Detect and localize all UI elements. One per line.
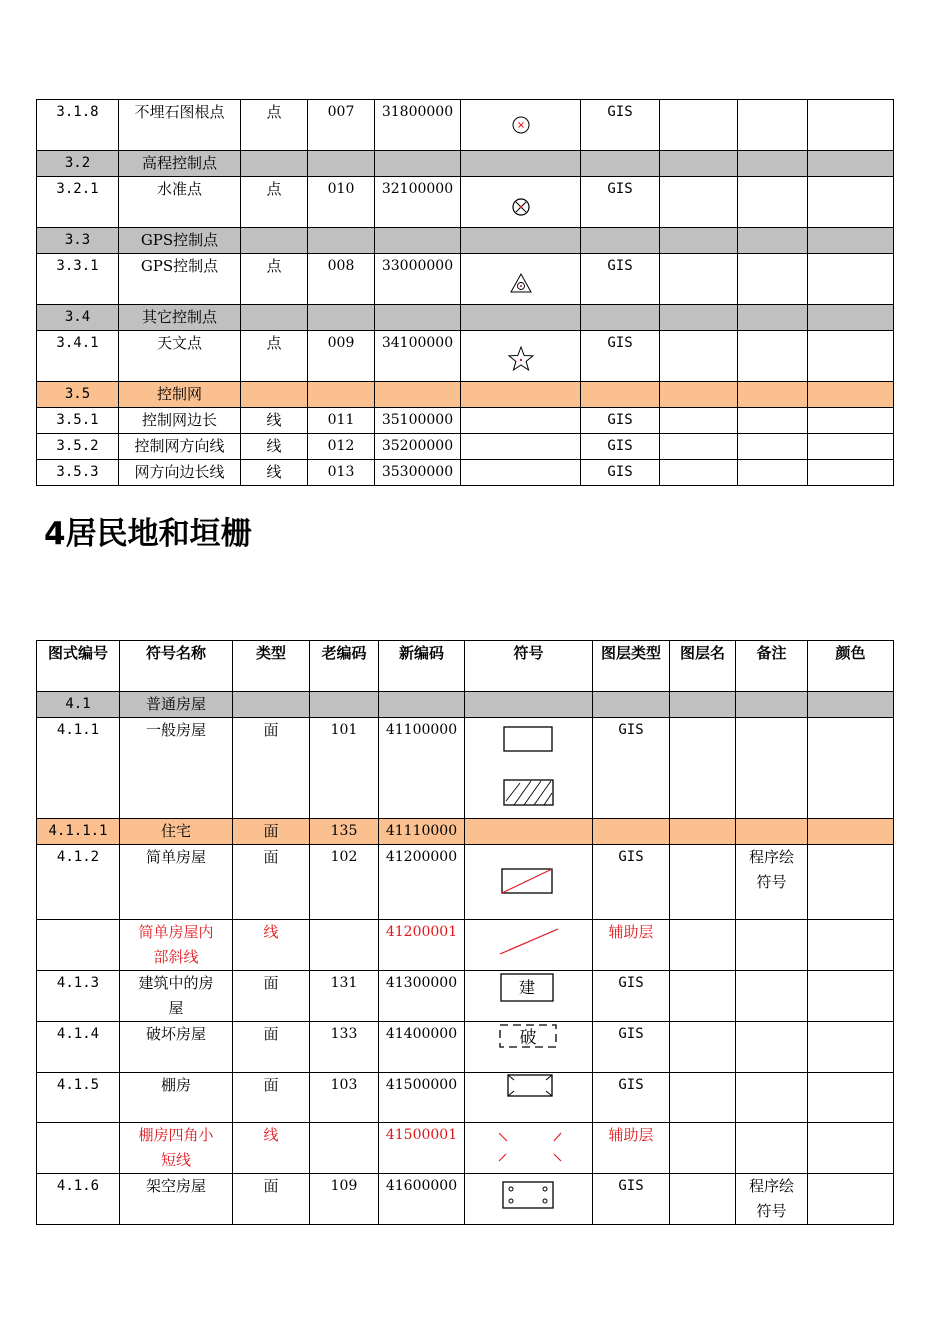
layer-type-cell: GIS <box>593 1174 670 1225</box>
old-code-cell: 109 <box>310 1174 379 1225</box>
header-color: 颜色 <box>808 641 894 692</box>
red-corner-ticks-icon <box>491 1127 571 1169</box>
table-row <box>37 434 894 460</box>
name-cell: 棚房 <box>120 1073 233 1123</box>
new-code-cell: 41500000 <box>379 1073 465 1123</box>
layer-type-cell: GIS <box>581 460 660 486</box>
old-code-cell: 135 <box>310 819 379 845</box>
code-cell: 3.4 <box>37 305 119 331</box>
table-row <box>37 1174 894 1225</box>
type-cell: 面 <box>233 845 310 920</box>
name-cell: 架空房屋 <box>120 1174 233 1225</box>
name-cell: 简单房屋内部斜线 <box>120 920 233 971</box>
type-cell: 线 <box>241 460 308 486</box>
table-row <box>37 920 894 971</box>
table-row <box>37 151 894 177</box>
old-code-cell: 133 <box>310 1022 379 1073</box>
type-cell: 点 <box>241 100 308 151</box>
name-cell: GPS控制点 <box>119 228 241 254</box>
symbol-cell <box>465 718 593 819</box>
name-cell: 住宅 <box>120 819 233 845</box>
residential-table <box>36 640 894 1225</box>
code-cell: 3.1.8 <box>37 100 119 151</box>
old-code-cell: 103 <box>310 1073 379 1123</box>
name-cell: 棚房四角小短线 <box>120 1123 233 1174</box>
table-row <box>37 100 894 151</box>
code-cell: 3.5.3 <box>37 460 119 486</box>
table-row <box>37 1073 894 1123</box>
table-row <box>37 408 894 434</box>
new-code-cell: 41200000 <box>379 845 465 920</box>
symbol-cell <box>465 1022 593 1073</box>
code-cell: 4.1.1 <box>37 718 120 819</box>
code-cell: 4.1 <box>37 692 120 718</box>
old-code-cell: 101 <box>310 718 379 819</box>
symbol-cell <box>465 1174 593 1225</box>
layer-type-cell: GIS <box>593 1073 670 1123</box>
type-cell: 线 <box>241 408 308 434</box>
note-cell <box>738 100 808 151</box>
old-code-cell: 008 <box>308 254 375 305</box>
code-cell: 3.2.1 <box>37 177 119 228</box>
symbol-cell <box>461 331 581 382</box>
control-point-table <box>36 99 894 486</box>
triangle-icon <box>508 271 534 295</box>
new-code-cell: 41200001 <box>379 920 465 971</box>
layer-type-cell: GIS <box>581 434 660 460</box>
code-cell: 4.1.2 <box>37 845 120 920</box>
name-cell: 水准点 <box>119 177 241 228</box>
name-cell: 破坏房屋 <box>120 1022 233 1073</box>
code-cell: 3.5.2 <box>37 434 119 460</box>
table-row <box>37 971 894 1022</box>
new-code-cell: 41100000 <box>379 718 465 819</box>
layer-type-cell: GIS <box>593 971 670 1022</box>
name-cell: 控制网 <box>119 382 241 408</box>
symbol-cell <box>465 1073 593 1123</box>
rect-and-hatched-rect-icon <box>503 726 559 810</box>
header-note: 备注 <box>736 641 808 692</box>
name-cell: 网方向边长线 <box>119 460 241 486</box>
layer-type-cell: GIS <box>581 331 660 382</box>
new-code-cell: 35100000 <box>375 408 461 434</box>
new-code-cell: 41400000 <box>379 1022 465 1073</box>
symbol-cell <box>461 100 581 151</box>
color-cell <box>808 100 894 151</box>
table-row <box>37 845 894 920</box>
table-row <box>37 1022 894 1073</box>
table-row <box>37 1123 894 1174</box>
new-code-cell: 41110000 <box>379 819 465 845</box>
code-cell: 4.1.3 <box>37 971 120 1022</box>
new-code-cell: 35200000 <box>375 434 461 460</box>
table-row <box>37 254 894 305</box>
header-type: 类型 <box>233 641 310 692</box>
symbol-cell <box>465 1123 593 1174</box>
symbol-cell <box>465 920 593 971</box>
name-cell: 普通房屋 <box>120 692 233 718</box>
type-cell: 面 <box>233 1022 310 1073</box>
old-code-cell: 012 <box>308 434 375 460</box>
type-cell: 面 <box>233 718 310 819</box>
type-cell: 面 <box>233 1174 310 1225</box>
type-cell: 点 <box>241 331 308 382</box>
table-row <box>37 177 894 228</box>
red-diagonal-line-icon <box>498 926 560 956</box>
new-code-cell: 41600000 <box>379 1174 465 1225</box>
symbol-cell <box>465 971 593 1022</box>
layer-type-cell: GIS <box>581 408 660 434</box>
header-symbol: 符号 <box>465 641 593 692</box>
layer-name-cell <box>660 100 738 151</box>
code-cell: 4.1.4 <box>37 1022 120 1073</box>
rect-four-dots-icon <box>501 1180 557 1214</box>
old-code-cell: 011 <box>308 408 375 434</box>
name-cell: 控制网边长 <box>119 408 241 434</box>
code-cell: 3.5 <box>37 382 119 408</box>
symbol-cell <box>461 254 581 305</box>
table-row <box>37 460 894 486</box>
type-cell: 面 <box>233 1073 310 1123</box>
new-code-cell: 35300000 <box>375 460 461 486</box>
star-icon <box>506 345 536 373</box>
header-old-code: 老编码 <box>310 641 379 692</box>
table-row <box>37 692 894 718</box>
rect-corner-ticks-icon <box>506 1073 556 1101</box>
old-code-cell: 009 <box>308 331 375 382</box>
type-cell: 线 <box>233 920 310 971</box>
table-row <box>37 382 894 408</box>
note-cell: 程序绘符号 <box>736 1174 808 1225</box>
name-cell: 高程控制点 <box>119 151 241 177</box>
old-code-cell: 131 <box>310 971 379 1022</box>
old-code-cell: 013 <box>308 460 375 486</box>
header-new-code: 新编码 <box>379 641 465 692</box>
layer-type-cell: GIS <box>581 177 660 228</box>
code-cell: 3.3 <box>37 228 119 254</box>
header-layer-name: 图层名 <box>670 641 736 692</box>
table-row <box>37 819 894 845</box>
building-glyph: 建 <box>518 978 536 997</box>
rect-jian-icon <box>499 971 557 1005</box>
new-code-cell: 34100000 <box>375 331 461 382</box>
table-row <box>37 718 894 819</box>
symbol-cell <box>465 845 593 920</box>
code-cell: 3.4.1 <box>37 331 119 382</box>
new-code-cell: 41500001 <box>379 1123 465 1174</box>
type-cell: 面 <box>233 819 310 845</box>
layer-type-cell: GIS <box>593 718 670 819</box>
dashed-rect-po-icon <box>498 1022 560 1052</box>
name-cell: 不埋石图根点 <box>119 100 241 151</box>
type-cell: 线 <box>241 434 308 460</box>
name-cell: 其它控制点 <box>119 305 241 331</box>
layer-type-cell: GIS <box>593 1022 670 1073</box>
new-code-cell: 32100000 <box>375 177 461 228</box>
new-code-cell: 31800000 <box>375 100 461 151</box>
code-cell: 3.5.1 <box>37 408 119 434</box>
table-header-row <box>37 641 894 692</box>
symbol-cell <box>461 177 581 228</box>
old-code-cell: 010 <box>308 177 375 228</box>
old-code-cell: 102 <box>310 845 379 920</box>
code-cell: 4.1.5 <box>37 1073 120 1123</box>
name-cell: 天文点 <box>119 331 241 382</box>
header-name: 符号名称 <box>120 641 233 692</box>
circle-x-icon <box>509 113 533 137</box>
code-cell: 4.1.1.1 <box>37 819 120 845</box>
code-cell: 3.2 <box>37 151 119 177</box>
name-cell: 简单房屋 <box>120 845 233 920</box>
rect-diagonal-icon <box>501 867 557 897</box>
type-cell: 面 <box>233 971 310 1022</box>
layer-type-cell: GIS <box>581 254 660 305</box>
name-cell: 建筑中的房屋 <box>120 971 233 1022</box>
type-cell: 点 <box>241 254 308 305</box>
table-row <box>37 331 894 382</box>
type-cell: 点 <box>241 177 308 228</box>
name-cell: GPS控制点 <box>119 254 241 305</box>
damaged-glyph: 破 <box>519 1028 537 1048</box>
code-cell: 3.3.1 <box>37 254 119 305</box>
header-layer-type: 图层类型 <box>593 641 670 692</box>
circle-cross-icon <box>509 195 533 219</box>
header-code: 图式编号 <box>37 641 120 692</box>
table-row <box>37 228 894 254</box>
layer-type-cell: GIS <box>593 845 670 920</box>
note-cell: 程序绘符号 <box>736 845 808 920</box>
layer-type-cell: GIS <box>581 100 660 151</box>
new-code-cell: 41300000 <box>379 971 465 1022</box>
layer-type-cell: 辅助层 <box>593 920 670 971</box>
new-code-cell: 33000000 <box>375 254 461 305</box>
type-cell: 线 <box>233 1123 310 1174</box>
table-row <box>37 305 894 331</box>
name-cell: 一般房屋 <box>120 718 233 819</box>
section-heading: 4居民地和垣栅 <box>44 516 252 552</box>
name-cell: 控制网方向线 <box>119 434 241 460</box>
code-cell: 4.1.6 <box>37 1174 120 1225</box>
layer-type-cell: 辅助层 <box>593 1123 670 1174</box>
old-code-cell: 007 <box>308 100 375 151</box>
